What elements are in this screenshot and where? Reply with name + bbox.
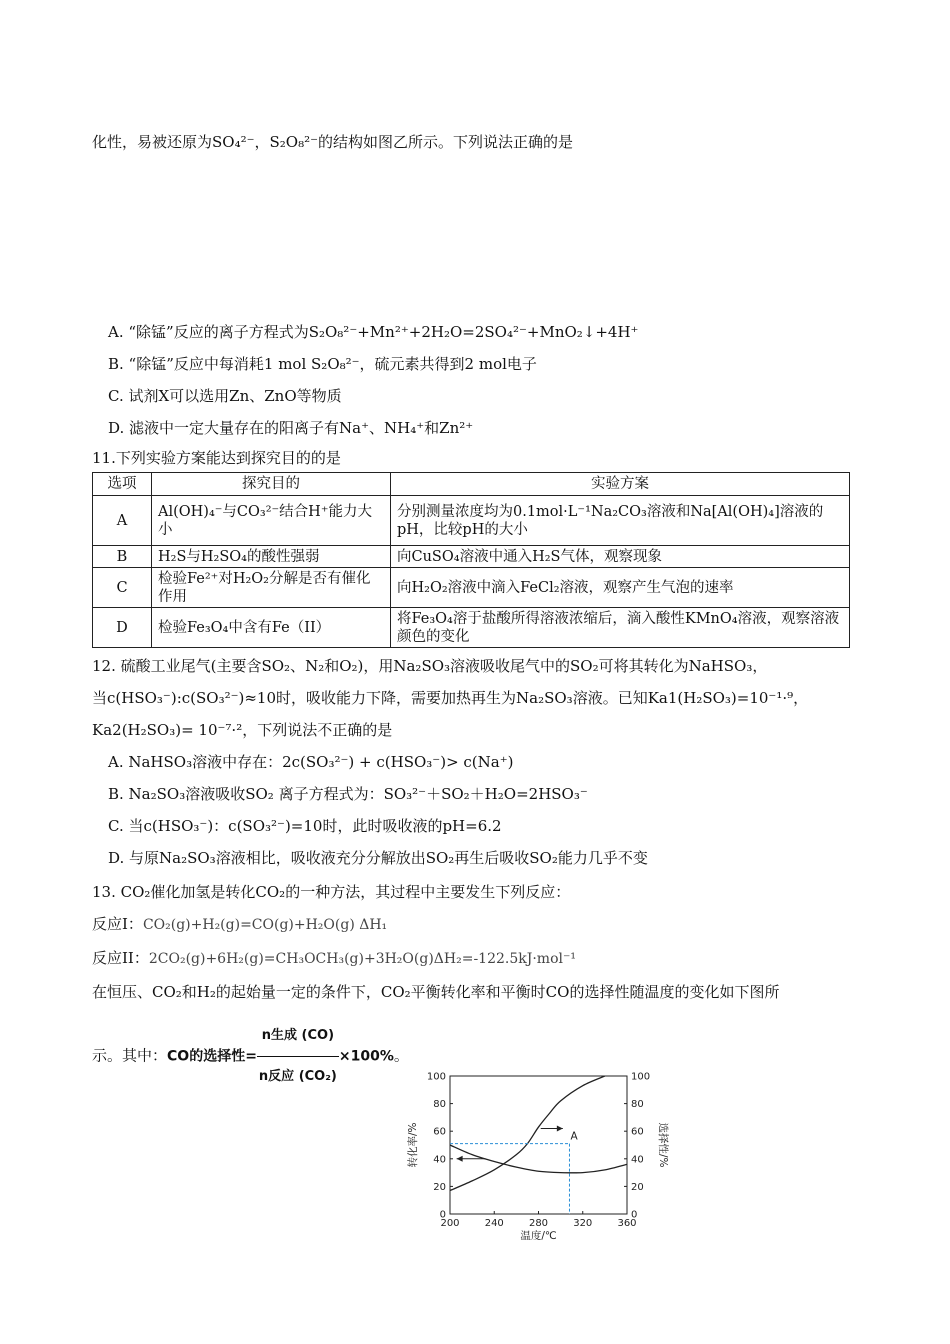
q12-option-b: B. Na₂SO₃溶液吸收SO₂ 离子方程式为：SO₃²⁻＋SO₂＋H₂O=2HSO₃⁻ <box>108 785 588 803</box>
q13-stem: 13. CO₂催化加氢是转化CO₂的一种方法，其过程中主要发生下列反应： <box>92 883 571 901</box>
y-tick-label-right: 0 <box>631 1209 638 1221</box>
definition-end: 。 <box>393 1046 409 1065</box>
definition-prefix: 示。其中： <box>92 1046 168 1065</box>
experiment-table <box>92 472 850 648</box>
y-tick-label-left: 0 <box>439 1209 446 1221</box>
reaction-1-label: 反应I： <box>92 915 143 933</box>
y-tick-label-right: 40 <box>631 1154 644 1166</box>
q10-option-a: A. “除锰”反应的离子方程式为S₂O₈²⁻+Mn²⁺+2H₂O=2SO₄²⁻+MnO₂↓+4H⁺ <box>108 323 639 341</box>
arrow-left-head <box>457 1156 463 1162</box>
point-label: A <box>570 1130 578 1143</box>
y-tick-label-right: 100 <box>631 1071 651 1083</box>
row-plan: 将Fe₃O₄溶于盐酸所得溶液浓缩后，滴入酸性KMnO₄溶液，观察溶液颜色的变化 <box>391 608 850 648</box>
row-option: B <box>93 546 152 568</box>
table-row <box>93 546 850 568</box>
q12-option-d: D. 与原Na₂SO₃溶液相比，吸收液充分分解放出SO₂再生后吸收SO₂能力几乎不变 <box>108 849 648 867</box>
header-plan: 实验方案 <box>391 473 850 496</box>
q11-stem: 11.下列实验方案能达到探究目的的是 <box>92 449 341 467</box>
arrow-right-head <box>557 1125 563 1131</box>
header-goal: 探究目的 <box>152 473 391 496</box>
reaction-2 <box>92 948 576 969</box>
table-row <box>93 496 850 546</box>
y-tick-label-left: 60 <box>433 1126 446 1138</box>
row-plan: 分别测量浓度均为0.1mol·L⁻¹Na₂CO₃溶液和Na[Al(OH)₄]溶液的pH，比较pH的大小 <box>391 496 850 546</box>
x-tick-label: 240 <box>484 1218 504 1229</box>
y-tick-label-left: 100 <box>426 1071 446 1083</box>
definition-tail: ×100% <box>338 1048 394 1065</box>
y-tick-label-left: 80 <box>433 1099 446 1111</box>
y-tick-label-right: 20 <box>631 1181 644 1193</box>
row-goal: Al(OH)₄⁻与CO₃²⁻结合H⁺能力大小 <box>152 496 391 546</box>
plot-frame <box>450 1076 627 1214</box>
row-option: D <box>93 608 152 648</box>
q12-stem-line3: Ka2(H₂SO₃)= 10⁻⁷·²，下列说法不正确的是 <box>92 721 393 739</box>
reaction-2-label: 反应II： <box>92 949 149 967</box>
q10-option-c: C. 试剂X可以选用Zn、ZnO等物质 <box>108 387 342 405</box>
row-option: A <box>93 496 152 546</box>
equilibrium-chart <box>400 1062 670 1240</box>
q12-option-c: C. 当c(HSO₃⁻)：c(SO₃²⁻)=10时，此时吸收液的pH=6.2 <box>108 817 502 835</box>
row-plan: 向CuSO₄溶液中通入H₂S气体，观察现象 <box>391 546 850 568</box>
y-axis-label-left: 转化率/% <box>407 1122 419 1168</box>
table-row <box>93 568 850 608</box>
intro-text: 化性，易被还原为SO₄²⁻，S₂O₈²⁻的结构如图乙所示。下列说法正确的是 <box>92 133 574 151</box>
x-tick-label: 320 <box>573 1218 593 1229</box>
y-tick-label-right: 60 <box>631 1126 644 1138</box>
selectivity-definition <box>92 1016 409 1097</box>
row-plan: 向H₂O₂溶液中滴入FeCl₂溶液，观察产生气泡的速率 <box>391 568 850 608</box>
q12-stem-line1: 12. 硫酸工业尾气(主要含SO₂、N₂和O₂)，用Na₂SO₃溶液吸收尾气中的SO₂可将其转化为NaHSO₃， <box>92 657 768 675</box>
x-tick-label: 200 <box>440 1218 460 1229</box>
table-row <box>93 608 850 648</box>
y-axis-label-right: 选择性/% <box>657 1122 669 1168</box>
series-line-selectivity <box>450 1076 605 1191</box>
fraction-numerator: n生成 (CO) <box>257 1016 339 1057</box>
reaction-1-equation: CO₂(g)+H₂(g)=CO(g)+H₂O(g) ΔH₁ <box>142 917 388 933</box>
x-tick-label: 360 <box>617 1218 637 1229</box>
q13-condition: 在恒压、CO₂和H₂的起始量一定的条件下，CO₂平衡转化率和平衡时CO的选择性随温度的变化如下图所 <box>92 983 780 1001</box>
q12-option-a: A. NaHSO₃溶液中存在：2c(SO₃²⁻) + c(HSO₃⁻)> c(Na⁺) <box>108 753 514 771</box>
row-goal: H₂S与H₂SO₄的酸性强弱 <box>152 546 391 568</box>
reaction-1 <box>92 914 387 935</box>
q10-option-b: B. “除锰”反应中每消耗1 mol S₂O₈²⁻，硫元素共得到2 mol电子 <box>108 355 537 373</box>
y-tick-label-right: 80 <box>631 1099 644 1111</box>
reaction-2-equation: 2CO₂(g)+6H₂(g)=CH₃OCH₃(g)+3H₂O(g)ΔH₂=-122.5kJ·mol⁻¹ <box>148 951 576 967</box>
fraction-denominator: n反应 (CO₂) <box>258 1069 337 1084</box>
header-option: 选项 <box>93 473 152 496</box>
y-tick-label-left: 20 <box>433 1181 446 1193</box>
q10-option-d: D. 滤液中一定大量存在的阳离子有Na⁺、NH₄⁺和Zn²⁺ <box>108 419 474 437</box>
x-tick-label: 280 <box>528 1218 549 1229</box>
definition-lhs: CO的选择性= <box>167 1048 257 1065</box>
row-goal: 检验Fe²⁺对H₂O₂分解是否有催化作用 <box>152 568 391 608</box>
x-axis-label: 温度/℃ <box>520 1230 557 1240</box>
q12-stem-line2: 当c(HSO₃⁻):c(SO₃²⁻)≈10时，吸收能力下降，需要加热再生为Na₂SO₃溶液。已知Ka1(H₂SO₃)=10⁻¹·⁹， <box>92 689 809 707</box>
definition-fraction <box>257 1016 339 1097</box>
y-tick-label-left: 40 <box>433 1154 446 1166</box>
row-option: C <box>93 568 152 608</box>
row-goal: 检验Fe₃O₄中含有Fe（II） <box>152 608 391 648</box>
